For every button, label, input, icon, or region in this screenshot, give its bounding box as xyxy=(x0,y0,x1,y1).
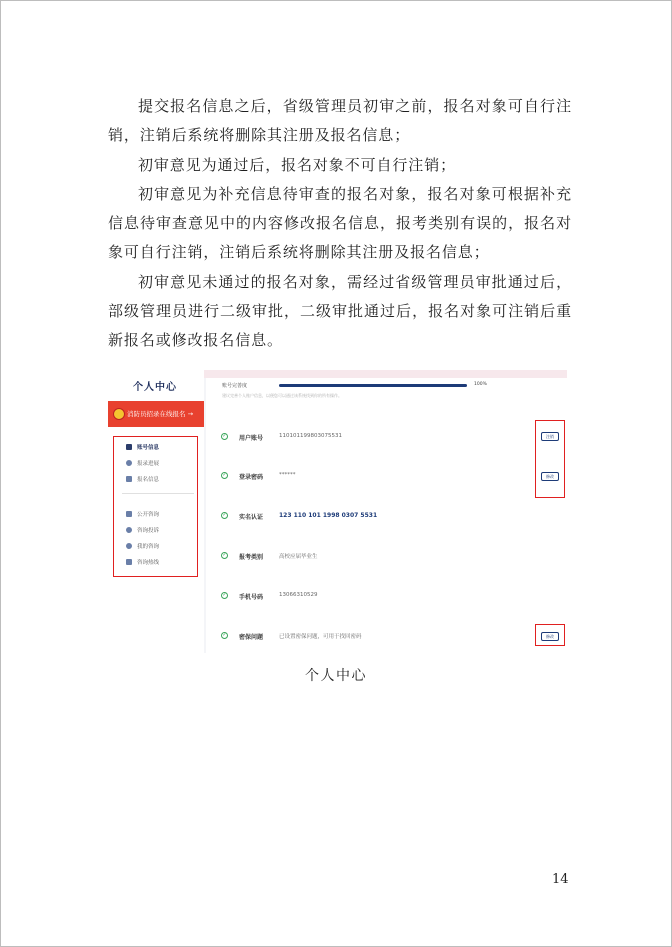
security-button-highlight-box xyxy=(535,624,565,646)
check-icon: ✓ xyxy=(222,552,227,558)
row-value: 123 110 101 1998 0307 5531 xyxy=(279,512,378,519)
row-label: 登录密码 xyxy=(239,474,264,481)
row-real-name xyxy=(206,509,567,525)
progress-bar xyxy=(279,384,467,387)
row-label: 报考类别 xyxy=(239,554,264,561)
sidebar-item-label: 报名信息 xyxy=(137,477,160,483)
row-value: 高校应届毕业生 xyxy=(279,554,318,560)
progress-hint: 建议完善个人账户信息，以便您可以通过该系统找到你的所有操作。 xyxy=(222,393,342,398)
row-label: 密保问题 xyxy=(239,634,264,641)
row-exam-category xyxy=(206,549,567,565)
paragraph-3: 初审意见为补充信息待审查的报名对象，报名对象可根据补充信息待审查意见中的内容修改报名信息，报考类别有误的，报名对象可自行注销，注销后系统将删除其注册及报名信息； xyxy=(108,184,572,262)
check-icon: ✓ xyxy=(222,632,227,638)
sidebar-item-label: 公开咨询 xyxy=(137,512,160,518)
row-phone-number xyxy=(206,589,567,605)
buttons-highlight-box xyxy=(535,420,565,498)
figure-caption: 个人中心 xyxy=(305,668,367,684)
sidebar-item-label: 咨询投诉 xyxy=(137,528,160,534)
row-value: ****** xyxy=(279,472,296,478)
account-panel xyxy=(206,378,567,653)
top-strip xyxy=(204,370,567,378)
check-icon: ✓ xyxy=(222,512,227,518)
sidebar-item-label: 咨询热线 xyxy=(137,560,160,566)
row-value: 13066310529 xyxy=(279,592,318,598)
sidebar-item-label: 账号信息 xyxy=(137,445,160,451)
sidebar-item-label: 我的咨询 xyxy=(137,544,160,550)
banner-label: 消防员招录在线报名 → xyxy=(127,410,194,418)
check-icon: ✓ xyxy=(222,433,227,439)
row-value: 110101199803075531 xyxy=(279,433,342,439)
progress-label: 账号完善度 xyxy=(222,383,248,389)
sidebar-highlight-box xyxy=(113,436,198,577)
row-login-password xyxy=(206,469,567,485)
paragraph-2: 初审意见为通过后，报名对象不可自行注销； xyxy=(138,155,457,174)
sidebar xyxy=(106,370,204,653)
progress-percent: 100% xyxy=(474,382,487,387)
row-user-account xyxy=(206,430,567,446)
page-number: 14 xyxy=(552,872,569,887)
modify-security-question-button[interactable]: 修改 xyxy=(541,632,559,641)
online-registration-banner[interactable] xyxy=(108,401,204,427)
paragraph-1: 提交报名信息之后，省级管理员初审之前，报名对象可自行注销，注销后系统将删除其注册及报名信息； xyxy=(108,97,572,145)
paragraph-4: 初审意见未通过的报名对象，需经过省级管理员审批通过后，部级管理员进行二级审批，二级审批通过后，报名对象可注销后重新报名或修改报名信息。 xyxy=(108,272,572,350)
sidebar-title: 个人中心 xyxy=(133,382,177,393)
check-icon: ✓ xyxy=(222,592,227,598)
row-value: 已设置密保问题，可用于找回密码 xyxy=(279,634,362,640)
check-icon: ✓ xyxy=(222,472,227,478)
row-security-question xyxy=(206,629,567,645)
progress-fill xyxy=(279,384,467,387)
fire-badge-icon xyxy=(113,408,125,420)
body-text xyxy=(108,92,572,356)
sidebar-item-label: 报录进展 xyxy=(137,461,160,467)
row-label: 用户账号 xyxy=(239,435,264,442)
modify-password-button[interactable]: 修改 xyxy=(541,472,559,481)
row-label: 实名认证 xyxy=(239,514,264,521)
cancel-account-button[interactable]: 注销 xyxy=(541,432,559,441)
row-label: 手机号码 xyxy=(239,594,264,601)
personal-center-screenshot xyxy=(106,370,567,653)
